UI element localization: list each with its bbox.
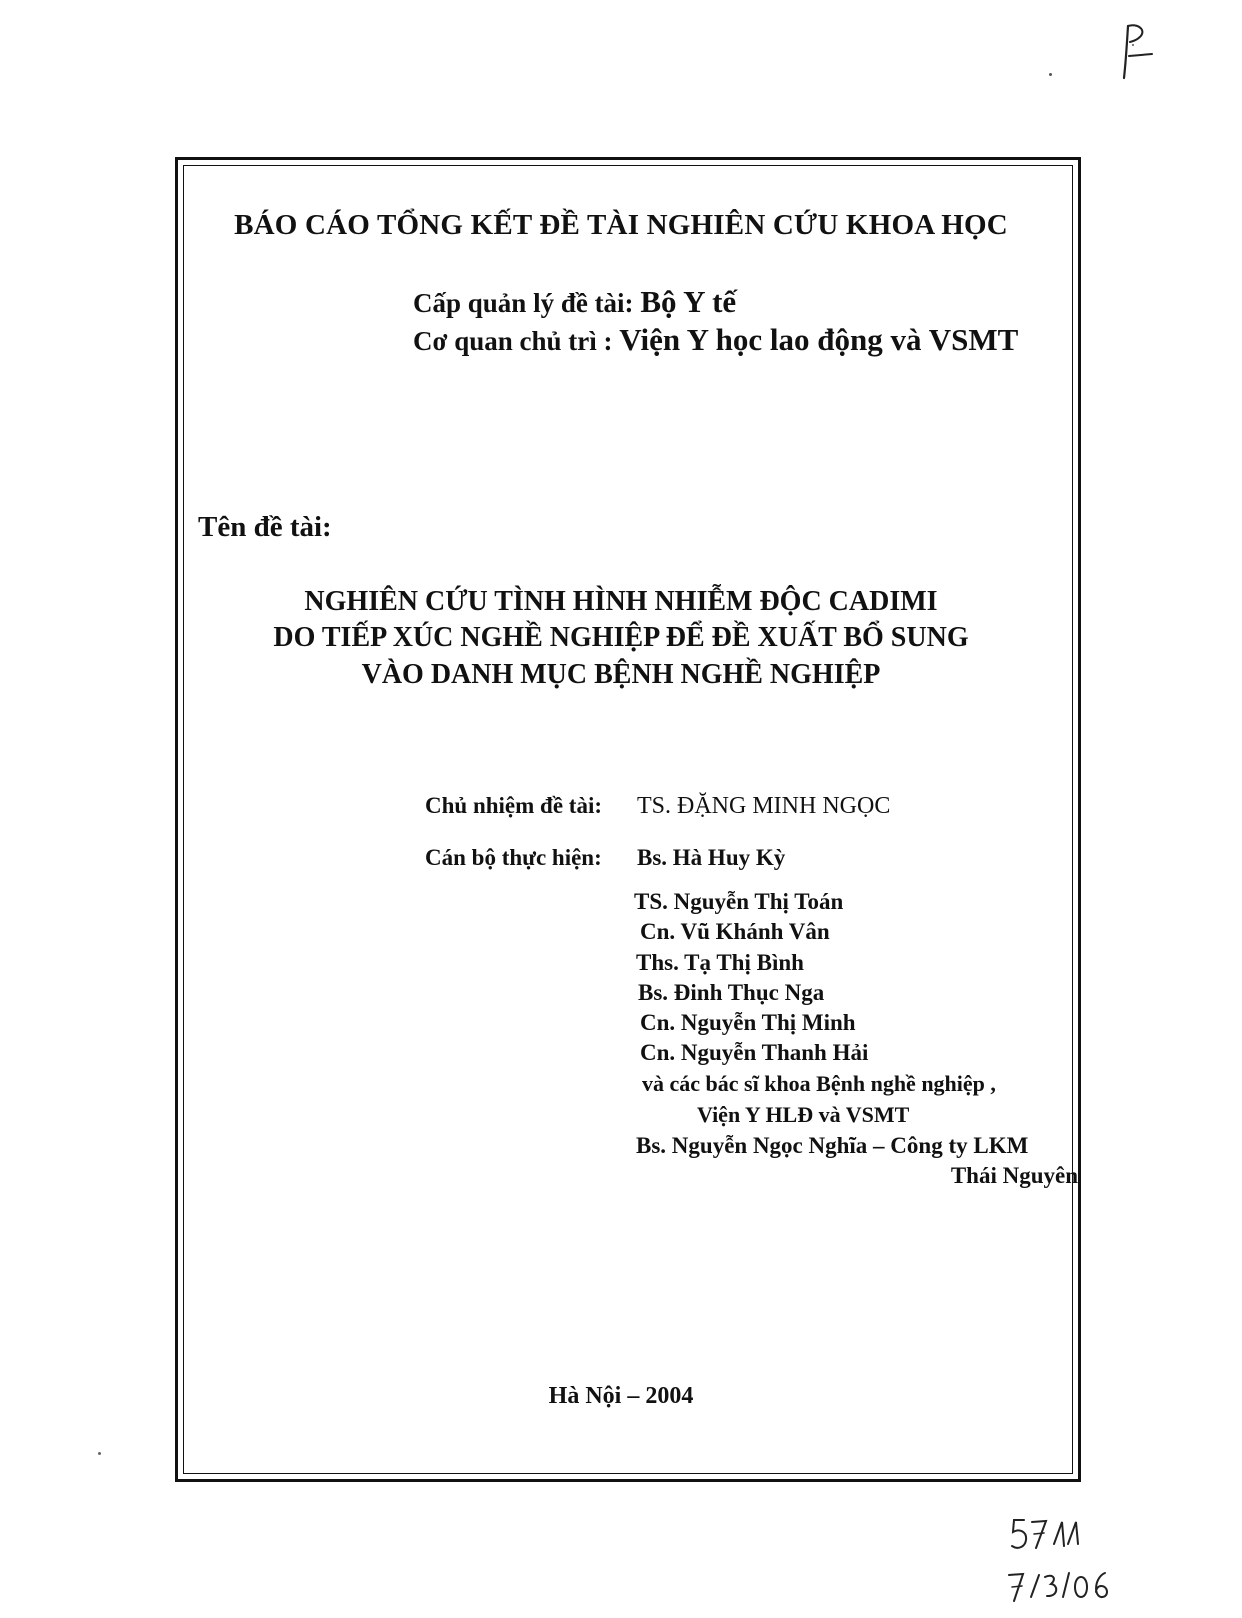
cover-frame-inner xyxy=(183,165,1073,1474)
handwritten-catalog-number xyxy=(1010,1514,1090,1559)
handwritten-catalog-date xyxy=(1005,1565,1115,1610)
admin-level-label: Cấp quản lý đề tài: xyxy=(413,288,634,318)
staff-member: Bs. Nguyễn Ngọc Nghĩa – Công ty LKM xyxy=(636,1133,1029,1158)
staff-member: Bs. Hà Huy Kỳ xyxy=(637,845,786,870)
host-agency-row xyxy=(413,322,1018,358)
place-date: Hà Nội – 2004 xyxy=(548,1383,694,1409)
host-agency-value: Viện Y học lao động và VSMT xyxy=(619,322,1019,357)
staff-member: Ths. Tạ Thị Bình xyxy=(636,950,804,975)
project-lead-name: TS. ĐẶNG MINH NGỌC xyxy=(637,793,891,819)
scan-speck xyxy=(1049,73,1052,76)
scan-speck xyxy=(1132,44,1134,46)
staff-member: Cn. Nguyễn Thanh Hải xyxy=(640,1040,869,1065)
topic-title-line: NGHIÊN CỨU TÌNH HÌNH NHIỄM ĐỘC CADIMI xyxy=(304,586,938,617)
staff-member: Cn. Nguyễn Thị Minh xyxy=(640,1010,856,1035)
topic-label: Tên đề tài: xyxy=(198,511,332,543)
staff-member: Thái Nguyên xyxy=(950,1163,1078,1188)
staff-member: TS. Nguyễn Thị Toán xyxy=(634,889,844,914)
topic-title-line: VÀO DANH MỤC BỆNH NGHỀ NGHIỆP xyxy=(361,659,881,690)
staff-member: Cn. Vũ Khánh Vân xyxy=(640,919,830,944)
report-title: BÁO CÁO TỔNG KẾT ĐỀ TÀI NGHIÊN CỨU KHOA HỌC xyxy=(234,209,1008,241)
staff-member: Bs. Đinh Thục Nga xyxy=(638,980,825,1005)
staff-member: và các bác sĩ khoa Bệnh nghề nghiệp , xyxy=(642,1071,996,1096)
handwritten-corner-mark xyxy=(1118,22,1158,82)
scan-speck xyxy=(98,1452,101,1455)
admin-level-value: Bộ Y tế xyxy=(640,284,737,319)
admin-level-row xyxy=(413,284,736,320)
staff-label: Cán bộ thực hiện: xyxy=(425,845,602,870)
staff-member: Viện Y HLĐ và VSMT xyxy=(697,1102,910,1127)
project-lead-label: Chủ nhiệm đề tài: xyxy=(425,793,602,818)
topic-title-line: DO TIẾP XÚC NGHỀ NGHIỆP ĐỂ ĐỀ XUẤT BỔ SUNG xyxy=(273,622,969,653)
host-agency-label: Cơ quan chủ trì : xyxy=(413,326,613,356)
